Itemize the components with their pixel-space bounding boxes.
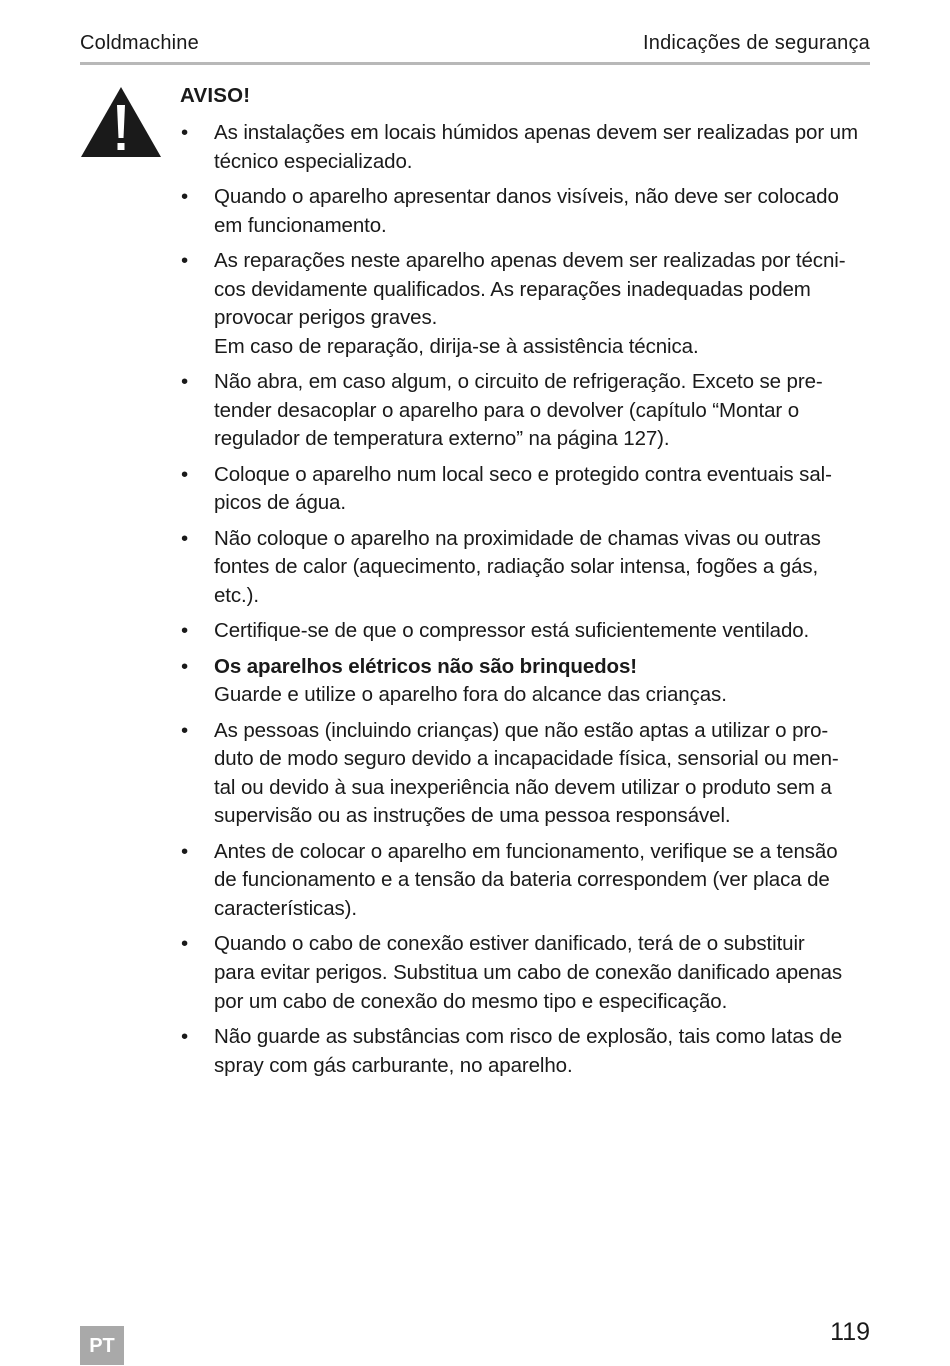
bullet-text-line: Coloque o aparelho num local seco e protegido contra eventuais sal- bbox=[214, 462, 832, 486]
bullet-text-line: spray com gás carburante, no aparelho. bbox=[214, 1053, 573, 1077]
bullet-text-line: Não guarde as substâncias com risco de explosão, tais como latas de bbox=[214, 1024, 842, 1048]
warning-bullet-item bbox=[180, 930, 872, 1016]
bullet-text-line: Antes de colocar o aparelho em funcionamento, verifique se a tensão bbox=[214, 839, 838, 863]
bullet-icon: • bbox=[181, 526, 189, 550]
bullet-text-line: Não abra, em caso algum, o circuito de refrigeração. Exceto se pre- bbox=[214, 370, 823, 394]
bullet-icon: • bbox=[181, 184, 189, 208]
warning-bullet-item bbox=[180, 838, 872, 924]
bullet-icon: • bbox=[181, 370, 189, 394]
language-badge: PT bbox=[80, 1326, 124, 1365]
bullet-text-line: Não coloque o aparelho na proximidade de chamas vivas ou outras bbox=[214, 526, 821, 550]
bullet-text-line: provocar perigos graves. bbox=[214, 306, 438, 330]
bullet-icon: • bbox=[181, 248, 189, 272]
warning-bullet-item bbox=[180, 119, 872, 176]
warning-bullet-item bbox=[180, 1023, 872, 1080]
warning-bullet-item bbox=[180, 461, 872, 518]
bullet-bold-heading: Os aparelhos elétricos não são brinquedos! bbox=[214, 654, 637, 678]
page-header bbox=[80, 30, 870, 65]
warning-bullet-item bbox=[180, 653, 872, 710]
bullet-icon: • bbox=[181, 718, 189, 742]
warning-bullet-item bbox=[180, 525, 872, 611]
bullet-text-line: características). bbox=[214, 897, 357, 921]
warning-bullet-item bbox=[180, 183, 872, 240]
warning-bullet-item bbox=[180, 717, 872, 831]
bullet-text-line: tal ou devido à sua inexperiência não devem utilizar o produto sem a bbox=[214, 775, 832, 799]
bullet-text-line: duto de modo seguro devido a incapacidade física, sensorial ou men- bbox=[214, 747, 839, 771]
bullet-text-line: Certifique-se de que o compressor está suficientemente ventilado. bbox=[214, 619, 810, 643]
warning-bullet-item bbox=[180, 617, 872, 646]
bullet-text-line: picos de água. bbox=[214, 491, 346, 515]
bullet-text-line: Guarde e utilize o aparelho fora do alcance das crianças. bbox=[214, 683, 727, 707]
bullet-text-line: As reparações neste aparelho apenas devem ser realizadas por técni- bbox=[214, 248, 846, 272]
warning-title: AVISO! bbox=[180, 84, 251, 107]
bullet-text-line: cos devidamente qualificados. As reparações inadequadas podem bbox=[214, 277, 811, 301]
bullet-icon: • bbox=[181, 932, 189, 956]
page-number: 119 bbox=[830, 1318, 870, 1346]
bullet-text-line: fontes de calor (aquecimento, radiação solar intensa, fogões a gás, bbox=[214, 555, 819, 579]
warning-bullet-item bbox=[180, 247, 872, 361]
warning-bullet-item bbox=[180, 368, 872, 454]
bullet-text-line: supervisão ou as instruções de uma pessoa responsável. bbox=[214, 804, 731, 828]
header-product-name: Coldmachine bbox=[80, 32, 199, 54]
bullet-text-line: Quando o aparelho apresentar danos visíveis, não deve ser colocado bbox=[214, 184, 839, 208]
bullet-text-line: etc.). bbox=[214, 583, 259, 607]
warning-triangle-icon bbox=[80, 86, 162, 158]
bullet-text-line: de funcionamento e a tensão da bateria correspondem (ver placa de bbox=[214, 868, 830, 892]
warning-bullet-list bbox=[180, 119, 872, 1087]
header-section-title: Indicações de segurança bbox=[643, 32, 870, 54]
bullet-text-line: por um cabo de conexão do mesmo tipo e especificação. bbox=[214, 989, 728, 1013]
bullet-icon: • bbox=[181, 654, 189, 678]
bullet-text-line: As pessoas (incluindo crianças) que não estão aptas a utilizar o pro- bbox=[214, 718, 829, 742]
bullet-text-line: Em caso de reparação, dirija-se à assistência técnica. bbox=[214, 334, 699, 358]
bullet-icon: • bbox=[181, 1024, 189, 1048]
bullet-text-line: Quando o cabo de conexão estiver danificado, terá de o substituir bbox=[214, 932, 805, 956]
bullet-text-line: em funcionamento. bbox=[214, 213, 387, 237]
bullet-icon: • bbox=[181, 462, 189, 486]
bullet-text-line: As instalações em locais húmidos apenas devem ser realizadas por um bbox=[214, 121, 858, 144]
bullet-text-line: tender desacoplar o aparelho para o devolver (capítulo “Montar o bbox=[214, 398, 800, 422]
bullet-icon: • bbox=[181, 839, 189, 863]
bullet-text-line: para evitar perigos. Substitua um cabo de conexão danificado apenas bbox=[214, 961, 843, 984]
bullet-text-line: técnico especializado. bbox=[214, 149, 413, 173]
bullet-text-line: regulador de temperatura externo” na página 127). bbox=[214, 427, 670, 451]
bullet-icon: • bbox=[181, 619, 189, 643]
bullet-icon: • bbox=[181, 121, 189, 144]
